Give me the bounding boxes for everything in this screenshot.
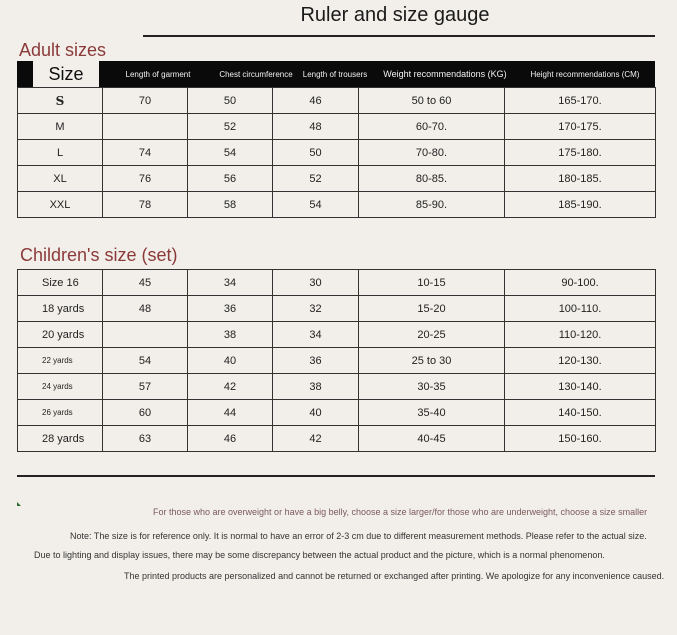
weight-cell: 20-25 [359,322,505,348]
garment-cell: 60 [103,400,188,426]
weight-cell: 60-70. [359,114,505,140]
chest-cell: 50 [188,88,273,114]
measurement-note: Note: The size is for reference only. It is normal to have an error of 2-3 cm due to different measurement methods. Please refer to the actual size. [70,531,647,541]
height-cell: 120-130. [505,348,656,374]
weight-cell: 70-80. [359,140,505,166]
garment-cell: 54 [103,348,188,374]
header-size: Size [33,61,99,87]
chest-cell: 54 [188,140,273,166]
chest-cell: 34 [188,270,273,296]
height-cell: 140-150. [505,400,656,426]
weight-cell: 15-20 [359,296,505,322]
chest-cell: 36 [188,296,273,322]
height-cell: 185-190. [505,192,656,218]
header-garment-length: Length of garment [125,69,191,79]
weight-cell: 25 to 30 [359,348,505,374]
header-trousers-length: Length of trousers [302,69,368,79]
adult-header-row [17,61,655,87]
trousers-cell: 32 [273,296,359,322]
trousers-cell: 42 [273,426,359,452]
size-cell: 18 yards [18,296,103,322]
return-policy-note: The printed products are personalized and cannot be returned or exchanged after printing. We apologize for any inconvenience caused. [124,571,665,581]
weight-cell: 10-15 [359,270,505,296]
garment-cell: 70 [103,88,188,114]
trousers-cell: 40 [273,400,359,426]
page-title: Ruler and size gauge [300,4,490,26]
height-cell: 110-120. [505,322,656,348]
size-cell: XXL [18,192,103,218]
size-cell: 22 yards [18,348,103,374]
trousers-cell: 50 [273,140,359,166]
adult-section-label: Adult sizes [19,40,107,60]
table-row [18,270,656,296]
header-weight: Weight recommendations (KG) [383,69,507,79]
table-row [18,114,656,140]
table-row [18,426,656,452]
corner-mark [17,502,21,506]
weight-cell: 30-35 [359,374,505,400]
table-row [18,166,656,192]
trousers-cell: 38 [273,374,359,400]
size-cell: L [18,140,103,166]
size-cell: M [18,114,103,140]
weight-cell: 50 to 60 [359,88,505,114]
weight-cell: 40-45 [359,426,505,452]
header-chest: Chest circumference [219,69,293,79]
size-cell: 20 yards [18,322,103,348]
height-cell: 175-180. [505,140,656,166]
height-cell: 90-100. [505,270,656,296]
table-row [18,192,656,218]
chest-cell: 42 [188,374,273,400]
chest-cell: 58 [188,192,273,218]
title-divider [143,35,655,37]
table-row [18,322,656,348]
garment-cell: 57 [103,374,188,400]
table-row [18,140,656,166]
table-row [18,400,656,426]
size-cell: 24 yards [18,374,103,400]
height-cell: 170-175. [505,114,656,140]
lighting-note: Due to lighting and display issues, there may be some discrepancy between the actual product and the picture, which is a normal phenomenon. [34,550,605,560]
table-row [18,296,656,322]
chest-cell: 40 [188,348,273,374]
height-cell: 130-140. [505,374,656,400]
adult-size-table [17,87,656,218]
garment-cell: 48 [103,296,188,322]
garment-cell: 63 [103,426,188,452]
trousers-cell: 54 [273,192,359,218]
size-cell: S [18,88,103,114]
garment-cell [103,114,188,140]
table-row [18,374,656,400]
chest-cell: 52 [188,114,273,140]
garment-cell: 74 [103,140,188,166]
trousers-cell: 36 [273,348,359,374]
sizing-advice-note: For those who are overweight or have a big belly, choose a size larger/for those who are underweight, choose a size smaller [153,507,648,517]
children-size-table [17,269,656,452]
children-section-label: Children's size (set) [20,245,178,265]
trousers-cell: 46 [273,88,359,114]
weight-cell: 35-40 [359,400,505,426]
weight-cell: 85-90. [359,192,505,218]
size-cell: 28 yards [18,426,103,452]
chest-cell: 56 [188,166,273,192]
weight-cell: 80-85. [359,166,505,192]
header-height: Height recommendations (CM) [530,69,640,79]
height-cell: 150-160. [505,426,656,452]
chest-cell: 46 [188,426,273,452]
size-cell: XL [18,166,103,192]
garment-cell: 76 [103,166,188,192]
chest-cell: 38 [188,322,273,348]
table-row [18,348,656,374]
chest-cell: 44 [188,400,273,426]
garment-cell: 78 [103,192,188,218]
table-row [18,88,656,114]
trousers-cell: 52 [273,166,359,192]
garment-cell: 45 [103,270,188,296]
size-cell: 26 yards [18,400,103,426]
height-cell: 100-110. [505,296,656,322]
garment-cell [103,322,188,348]
height-cell: 180-185. [505,166,656,192]
trousers-cell: 48 [273,114,359,140]
trousers-cell: 30 [273,270,359,296]
trousers-cell: 34 [273,322,359,348]
bottom-divider [17,475,655,477]
height-cell: 165-170. [505,88,656,114]
size-cell: Size 16 [18,270,103,296]
